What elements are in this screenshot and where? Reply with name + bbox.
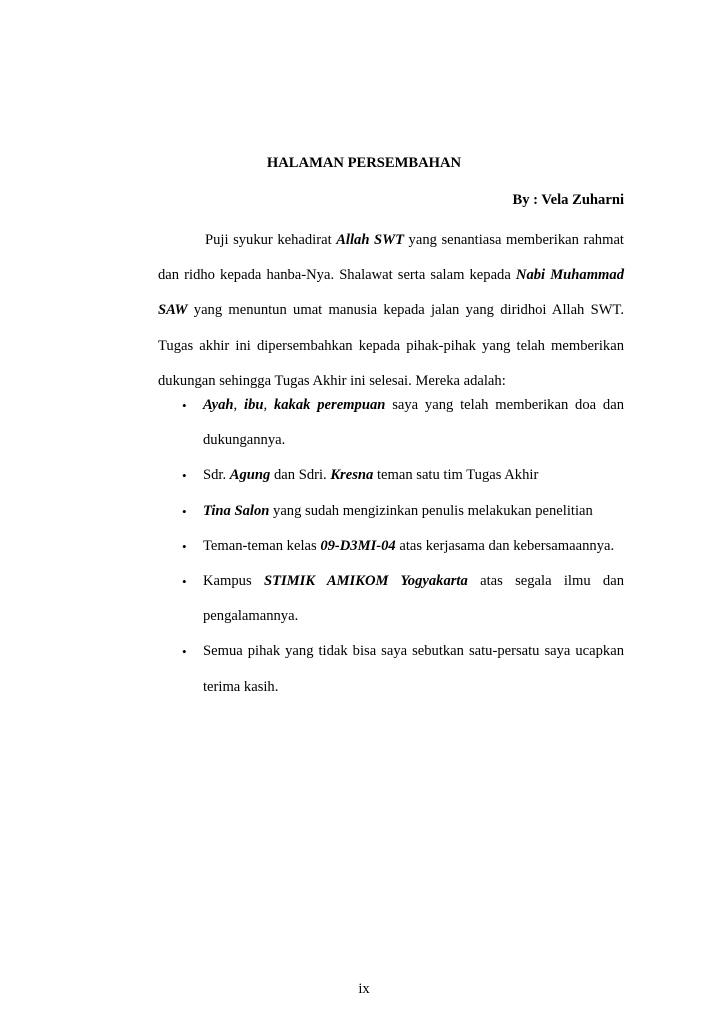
list-item: [158, 529, 624, 564]
bullet-icon: •: [182, 468, 187, 484]
intro-text-1: Puji syukur kehadirat: [205, 232, 337, 248]
item-text: atas kerjasama dan kebersamaannya.: [395, 537, 615, 554]
item-text: Kampus: [203, 573, 264, 590]
bullet-icon: •: [182, 574, 187, 590]
emphasis-agung: Agung: [229, 467, 271, 484]
emphasis-kelas: 09-D3MI-04: [320, 537, 396, 554]
emphasis-kresna: Kresna: [330, 467, 374, 484]
item-text: Semua pihak yang tidak bisa saya sebutkan satu-persatu saya ucapkan terima kasih.: [203, 643, 624, 695]
list-item: [158, 494, 624, 529]
emphasis-kakak: kakak perempuan: [273, 397, 386, 413]
intro-paragraph: [158, 223, 624, 399]
bullet-icon: •: [182, 644, 187, 660]
list-item: [158, 458, 624, 493]
emphasis-kampus: STIMIK AMIKOM Yogyakarta: [263, 573, 468, 590]
author-line: By : Vela Zuharni: [512, 192, 624, 208]
bullet-icon: •: [182, 398, 187, 413]
list-item: [158, 564, 624, 634]
page-title: HALAMAN PERSEMBAHAN: [266, 155, 462, 171]
bullet-icon: •: [182, 538, 187, 554]
page-number: ix: [358, 981, 370, 997]
separator: ,: [233, 397, 245, 413]
list-item: [158, 388, 624, 458]
emphasis-allah: Allah SWT: [336, 232, 404, 248]
emphasis-ayah: Ayah: [203, 397, 234, 413]
emphasis-tina: Tina Salon: [203, 502, 270, 519]
item-text: saya yang telah memberikan doa dan dukungannya.: [203, 397, 625, 449]
item-text: Sdr.: [203, 467, 230, 484]
item-text: dan Sdri.: [270, 467, 331, 484]
intro-text-2: yang senantiasa memberikan rahmat dan ridho kepada hanba-Nya. Shalawat serta salam kepada: [158, 232, 624, 284]
emphasis-ibu: ibu: [244, 397, 264, 413]
item-text: yang sudah mengizinkan penulis melakukan penelitian: [269, 502, 593, 519]
intro-text-3: yang menuntun umat manusia kepada jalan yang diridhoi Allah SWT. Tugas akhir ini dipersembahkan kepada pihak-pihak yang telah memberikan dukungan sehingga Tugas Akhir ini selesai. Mereka adalah:: [158, 302, 624, 389]
bullet-icon: •: [182, 503, 187, 519]
list-item: [158, 634, 624, 704]
item-text: Teman-teman kelas: [203, 537, 321, 554]
dedication-list: [158, 388, 624, 705]
emphasis-nabi: Nabi Muhammad SAW: [158, 267, 624, 319]
separator: ,: [263, 397, 274, 413]
item-text: atas segala ilmu dan pengalamannya.: [203, 573, 624, 625]
item-text: teman satu tim Tugas Akhir: [373, 467, 539, 484]
